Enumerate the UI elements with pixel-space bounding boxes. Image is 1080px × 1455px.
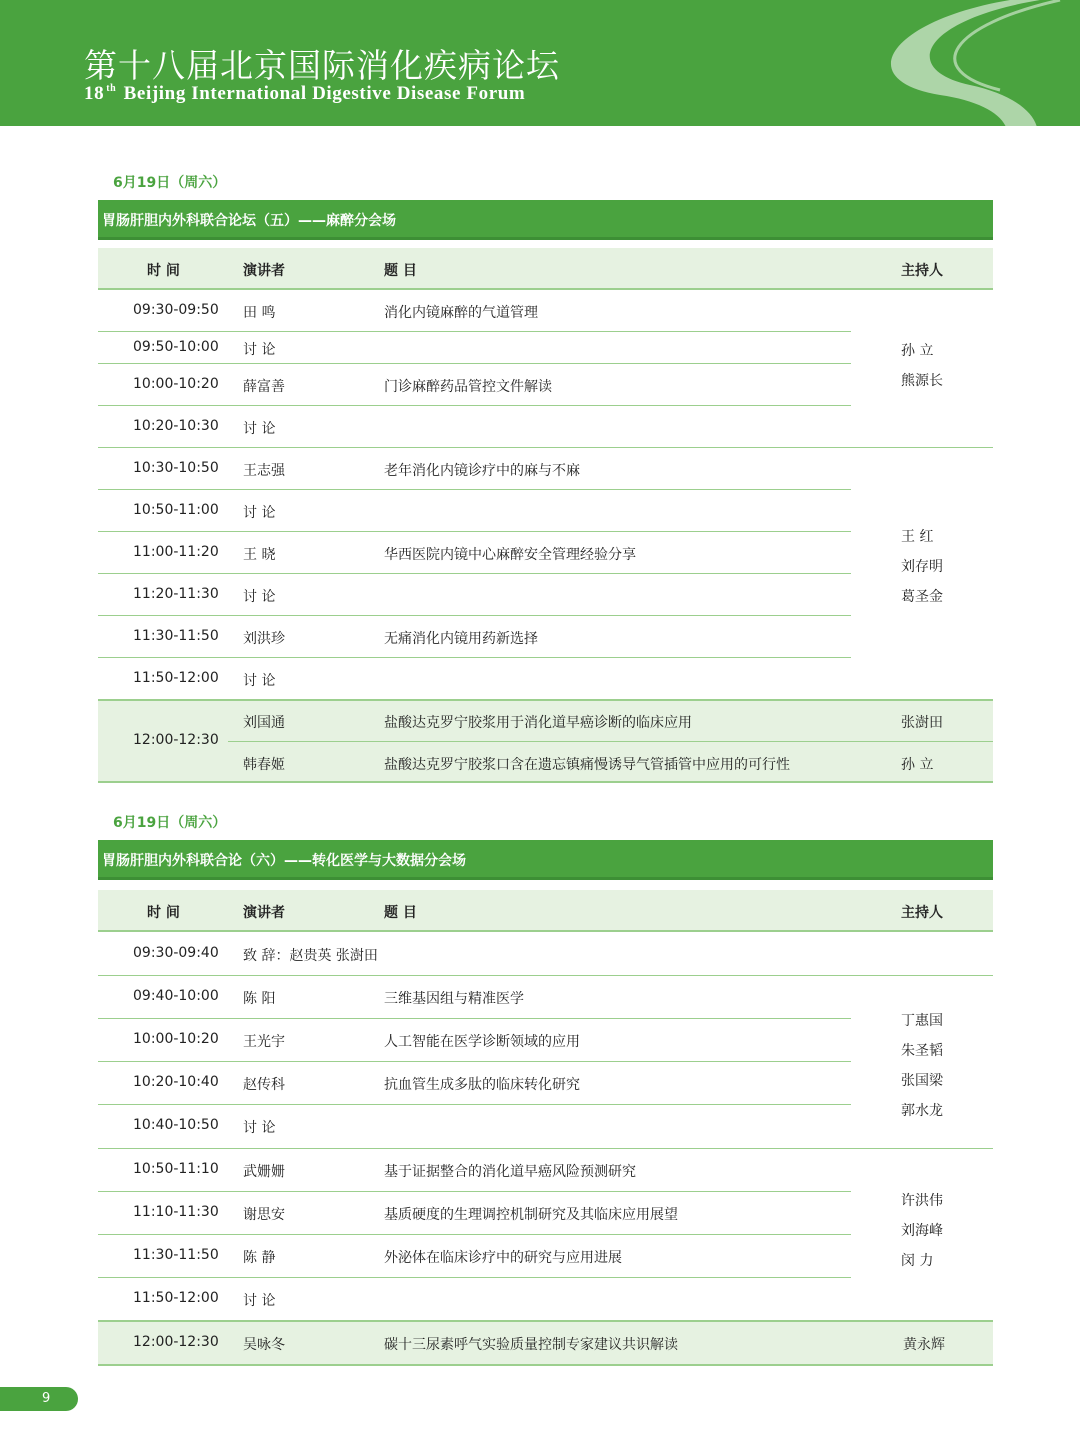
row-speaker: 讨 论 — [243, 589, 276, 605]
host-group — [901, 1006, 943, 1126]
col-time: 时 间 — [147, 905, 180, 921]
sponsored-time: 12:00-12:30 — [133, 732, 219, 748]
host-name: 熊源长 — [901, 373, 943, 389]
row-time: 11:50-12:00 — [133, 1290, 219, 1306]
host-name: 许洪伟 — [901, 1193, 943, 1209]
table-row — [98, 658, 993, 700]
row-speaker: 王志强 — [243, 463, 285, 479]
table-header — [98, 248, 993, 290]
row-time: 09:30-09:50 — [133, 302, 219, 318]
table-row — [98, 1322, 993, 1364]
row-time: 11:50-12:00 — [133, 670, 219, 686]
row-topic: 三维基因组与精准医学 — [384, 991, 524, 1007]
welcome-row — [98, 933, 993, 975]
row-time: 11:30-11:50 — [133, 1247, 219, 1263]
row-speaker: 武姗姗 — [243, 1164, 285, 1180]
table-row — [98, 532, 993, 574]
session-title: 胃肠肝胆内外科联合论（六）——转化医学与大数据分会场 — [102, 853, 466, 869]
row-topic: 华西医院内镜中心麻醉安全管理经验分享 — [384, 547, 636, 563]
table-row — [98, 700, 993, 742]
col-host: 主持人 — [901, 263, 943, 279]
row-speaker: 田 鸣 — [243, 305, 276, 321]
row-time: 10:00-10:20 — [133, 1031, 219, 1047]
row-speaker: 讨 论 — [243, 673, 276, 689]
session-title-bar — [98, 840, 993, 880]
row-speaker: 王光宇 — [243, 1034, 285, 1050]
session-title-bar — [98, 200, 993, 240]
row-time: 12:00-12:30 — [133, 1334, 219, 1350]
welcome-text: 致 辞：赵贵英 张澍田 — [243, 948, 378, 964]
row-topic: 盐酸达克罗宁胶浆口含在遗忘镇痛慢诱导气管插管中应用的可行性 — [384, 757, 790, 773]
host-name: 张国梁 — [901, 1073, 943, 1089]
row-topic: 碳十三尿素呼气实验质量控制专家建议共识解读 — [384, 1337, 678, 1353]
row-speaker: 谢思安 — [243, 1207, 285, 1223]
row-topic: 盐酸达克罗宁胶浆用于消化道早癌诊断的临床应用 — [384, 715, 692, 731]
row-topic: 抗血管生成多肽的临床转化研究 — [384, 1077, 580, 1093]
col-time: 时 间 — [147, 263, 180, 279]
host-name: 葛圣金 — [901, 589, 943, 605]
col-speaker: 演讲者 — [243, 263, 285, 279]
row-topic: 门诊麻醉药品管控文件解读 — [384, 379, 552, 395]
row-time: 09:50-10:00 — [133, 339, 219, 355]
table-row — [98, 364, 993, 406]
forum-title-en — [84, 83, 525, 105]
row-time: 10:50-11:10 — [133, 1161, 219, 1177]
row-host: 张澍田 — [901, 715, 943, 731]
row-speaker: 刘洪珍 — [243, 631, 285, 647]
title-en-text: Beijing International Digestive Disease Forum — [123, 83, 526, 104]
row-speaker: 陈 静 — [243, 1250, 276, 1266]
host-group — [901, 1186, 943, 1276]
row-speaker: 陈 阳 — [243, 991, 276, 1007]
row-speaker: 韩春姬 — [243, 757, 285, 773]
title-en-number: 18 — [84, 83, 105, 104]
row-speaker: 讨 论 — [243, 342, 276, 358]
page-number: 9 — [42, 1391, 51, 1406]
table-row — [98, 290, 993, 332]
row-speaker: 讨 论 — [243, 505, 276, 521]
row-time: 09:40-10:00 — [133, 988, 219, 1004]
row-time: 10:50-11:00 — [133, 502, 219, 518]
table-header — [98, 890, 993, 932]
row-speaker: 吴咏冬 — [243, 1337, 285, 1353]
table-row — [98, 406, 993, 448]
table-row — [98, 1278, 993, 1320]
row-topic: 基于证据整合的消化道早癌风险预测研究 — [384, 1164, 636, 1180]
row-speaker: 王 晓 — [243, 547, 276, 563]
table-row — [98, 1149, 993, 1191]
table-row — [98, 1019, 993, 1061]
row-time: 11:10-11:30 — [133, 1204, 219, 1220]
host-name: 刘海峰 — [901, 1223, 943, 1239]
row-time: 10:30-10:50 — [133, 460, 219, 476]
row-host: 孙 立 — [901, 757, 934, 773]
header-banner — [0, 0, 1080, 126]
row-speaker: 赵传科 — [243, 1077, 285, 1093]
session-title: 胃肠肝胆内外科联合论坛（五）——麻醉分会场 — [102, 213, 396, 229]
session-2 — [98, 810, 993, 1370]
col-speaker: 演讲者 — [243, 905, 285, 921]
session-date: 6月19日（周六） — [113, 175, 227, 191]
row-topic: 外泌体在临床诊疗中的研究与应用进展 — [384, 1250, 622, 1266]
host-name: 郭水龙 — [901, 1103, 943, 1119]
host-name: 朱圣韬 — [901, 1043, 943, 1059]
row-time: 10:00-10:20 — [133, 376, 219, 392]
table-row — [98, 1235, 993, 1277]
host-group — [901, 522, 943, 612]
table-row — [98, 490, 993, 532]
table-row — [98, 976, 993, 1018]
host-group — [901, 336, 943, 396]
session-1 — [98, 170, 993, 790]
host-name: 闵 力 — [901, 1253, 934, 1269]
row-time: 11:20-11:30 — [133, 586, 219, 602]
swoosh-logo-icon — [860, 0, 1080, 126]
table-row — [98, 616, 993, 658]
table-row — [98, 1192, 993, 1234]
col-topic: 题 目 — [384, 263, 417, 279]
session-date: 6月19日（周六） — [113, 815, 227, 831]
row-topic: 无痛消化内镜用药新选择 — [384, 631, 538, 647]
col-topic: 题 目 — [384, 905, 417, 921]
row-host: 黄永辉 — [903, 1337, 945, 1353]
host-name: 刘存明 — [901, 559, 943, 575]
row-speaker: 讨 论 — [243, 1293, 276, 1309]
row-time: 10:20-10:40 — [133, 1074, 219, 1090]
table-row — [98, 448, 993, 490]
row-speaker: 薛富善 — [243, 379, 285, 395]
table-row — [98, 1062, 993, 1104]
row-topic: 人工智能在医学诊断领域的应用 — [384, 1034, 580, 1050]
row-topic: 基质硬度的生理调控机制研究及其临床应用展望 — [384, 1207, 678, 1223]
host-name: 孙 立 — [901, 343, 934, 359]
row-time: 10:20-10:30 — [133, 418, 219, 434]
row-speaker: 讨 论 — [243, 1120, 276, 1136]
table-row — [98, 742, 993, 784]
row-topic: 老年消化内镜诊疗中的麻与不麻 — [384, 463, 580, 479]
page-number-tab — [0, 1387, 78, 1411]
row-topic: 消化内镜麻醉的气道管理 — [384, 305, 538, 321]
table-row — [98, 1105, 993, 1147]
host-name: 王 红 — [901, 529, 934, 545]
row-speaker: 讨 论 — [243, 421, 276, 437]
host-name: 丁惠国 — [901, 1013, 943, 1029]
row-time: 09:30-09:40 — [133, 945, 219, 961]
row-time: 11:30-11:50 — [133, 628, 219, 644]
row-speaker: 刘国通 — [243, 715, 285, 731]
row-time: 11:00-11:20 — [133, 544, 219, 560]
title-en-ordinal: th — [106, 83, 117, 94]
col-host: 主持人 — [901, 905, 943, 921]
forum-title-cn: 第十八届北京国际消化疾病论坛 — [84, 46, 560, 85]
table-row — [98, 574, 993, 616]
row-time: 10:40-10:50 — [133, 1117, 219, 1133]
